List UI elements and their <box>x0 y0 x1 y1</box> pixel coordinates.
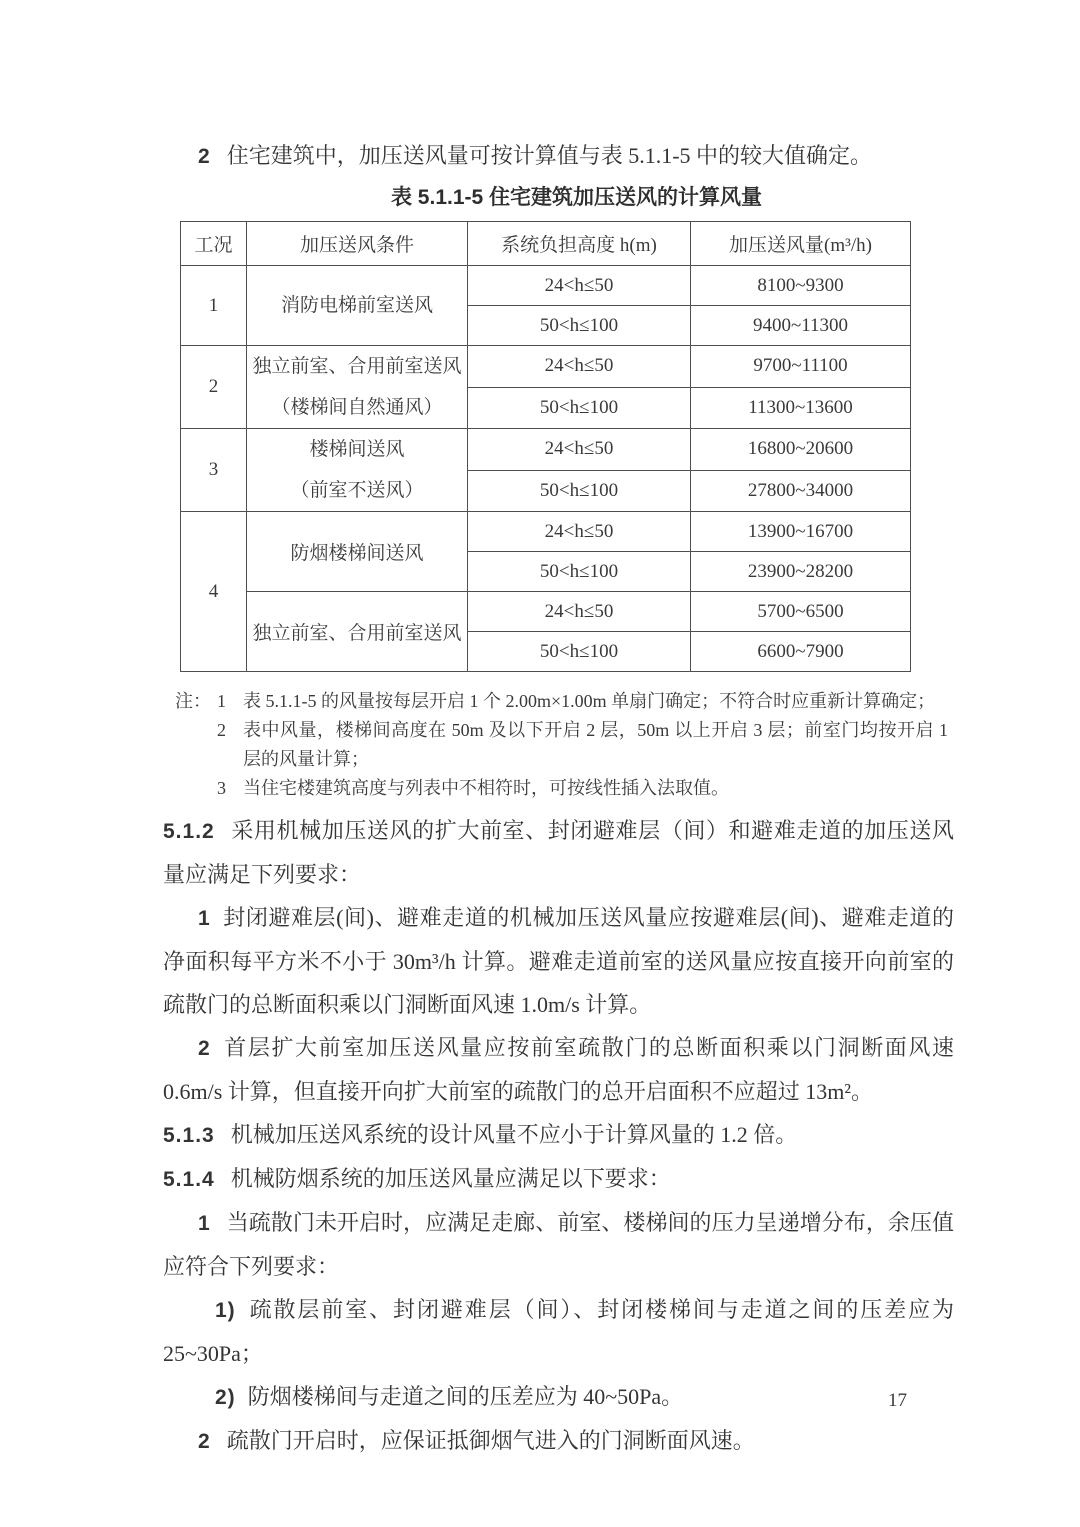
item-number: 2 <box>198 145 211 168</box>
clause-5-1-4 <box>163 1157 954 1201</box>
case-cell: 1 <box>181 266 247 346</box>
volume-cell: 9700~11100 <box>691 346 911 388</box>
table-row <box>181 266 911 306</box>
volume-cell: 6600~7900 <box>691 632 911 672</box>
clause-number: 5.1.2 <box>163 820 215 843</box>
height-cell: 24<h≤50 <box>468 266 691 306</box>
condition-line: （前室不送风） <box>290 480 424 501</box>
clauses-block <box>163 809 954 1463</box>
header-condition: 加压送风条件 <box>247 222 468 266</box>
table-title: 表 5.1.1-5 住宅建筑加压送风的计算风量 <box>390 186 763 209</box>
clause-text: 首层扩大前室加压送风量应按前室疏散门的总断面积乘以门洞断面风速 0.6m/s 计算，但直接开向扩大前室的疏散门的总开启面积不应超过 13m²。 <box>163 1035 954 1104</box>
height-cell: 50<h≤100 <box>468 387 691 429</box>
clause-text: 机械防烟系统的加压送风量应满足以下要求： <box>230 1166 671 1191</box>
clause-5-1-3 <box>163 1113 954 1157</box>
case-cell: 2 <box>181 346 247 429</box>
height-cell: 24<h≤50 <box>468 429 691 471</box>
table-row <box>181 346 911 388</box>
volume-cell: 11300~13600 <box>691 387 911 429</box>
clause-text: 疏散层前室、封闭避难层（间）、封闭楼梯间与走道之间的压差应为 25~30Pa； <box>163 1297 954 1366</box>
notes-label: 注： <box>175 691 211 711</box>
clause-text: 防烟楼梯间与走道之间的压差应为 40~50Pa。 <box>247 1384 684 1409</box>
clause-text: 住宅建筑中，加压送风量可按计算值与表 5.1.1-5 中的较大值确定。 <box>226 143 873 168</box>
condition-line: （楼梯间自然通风） <box>271 397 443 418</box>
volume-cell: 5700~6500 <box>691 592 911 632</box>
note-item <box>175 687 954 716</box>
item-number: 1 <box>198 907 211 930</box>
height-cell: 50<h≤100 <box>468 552 691 592</box>
header-volume: 加压送风量(m³/h) <box>691 222 911 266</box>
clause-5-1-2-item-2 <box>163 1026 954 1113</box>
condition-cell: 独立前室、合用前室送风 <box>247 592 468 672</box>
note-text: 表 5.1.1-5 的风量按每层开启 1 个 2.00m×1.00m 单扇门确定；不符合时应重新计算确定； <box>243 691 936 711</box>
height-cell: 50<h≤100 <box>468 470 691 512</box>
note-item <box>175 774 954 803</box>
condition-line: 楼梯间送风 <box>309 439 405 460</box>
note-text: 表中风量，楼梯间高度在 50m 及以下开启 2 层，50m 以上开启 3 层；前室门均按开启 1 层的风量计算； <box>243 720 948 769</box>
clause-number: 5.1.3 <box>163 1124 215 1147</box>
volume-cell: 13900~16700 <box>691 512 911 552</box>
height-cell: 24<h≤50 <box>468 592 691 632</box>
height-cell: 24<h≤50 <box>468 512 691 552</box>
volume-cell: 16800~20600 <box>691 429 911 471</box>
clause-text: 封闭避难层(间)、避难走道的机械加压送风量应按避难层(间)、避难走道的净面积每平方米不小于 30m³/h 计算。避难走道前室的送风量应按直接开向前室的疏散门的总断面积乘以门洞断面风速 1.0m/s 计算。 <box>163 905 954 1017</box>
clause-5-1-2-item-1 <box>163 896 954 1026</box>
condition-cell <box>247 429 468 512</box>
condition-cell: 防烟楼梯间送风 <box>247 512 468 592</box>
header-height: 系统负担高度 h(m) <box>468 222 691 266</box>
clause-text: 机械加压送风系统的设计风量不应小于计算风量的 1.2 倍。 <box>230 1122 798 1147</box>
clause-5-1-2 <box>163 809 954 896</box>
clause-text: 当疏散门未开启时，应满足走廊、前室、楼梯间的压力呈递增分布，余压值应符合下列要求： <box>163 1210 954 1279</box>
volume-cell: 8100~9300 <box>691 266 911 306</box>
case-cell: 3 <box>181 429 247 512</box>
item-number: 2 <box>198 1037 211 1060</box>
item-number: 2 <box>198 1430 211 1453</box>
table-row <box>181 429 911 471</box>
page-number: 17 <box>888 1390 907 1411</box>
condition-line: 消防电梯前室送风 <box>280 295 433 316</box>
height-cell: 50<h≤100 <box>468 632 691 672</box>
note-number: 2 <box>217 720 226 740</box>
clause-5-1-4-item-1 <box>163 1201 954 1288</box>
clause-5-1-4-item-1-1 <box>163 1288 954 1375</box>
condition-cell <box>247 346 468 429</box>
condition-cell <box>247 266 468 346</box>
clause-5-1-1-item-2 <box>163 134 954 178</box>
clause-5-1-4-item-2 <box>163 1419 954 1463</box>
note-item <box>175 716 954 774</box>
table-5-1-1-5 <box>180 221 911 672</box>
note-number: 1 <box>217 691 226 711</box>
clause-number: 5.1.4 <box>163 1168 215 1191</box>
header-case: 工况 <box>181 222 247 266</box>
table-header-row <box>181 222 911 266</box>
volume-cell: 23900~28200 <box>691 552 911 592</box>
volume-cell: 9400~11300 <box>691 306 911 346</box>
table-row <box>181 512 911 552</box>
note-text: 当住宅楼建筑高度与列表中不相符时，可按线性插入法取值。 <box>243 778 729 798</box>
case-cell: 4 <box>181 512 247 672</box>
condition-line: 独立前室、合用前室送风 <box>252 356 462 377</box>
height-cell: 24<h≤50 <box>468 346 691 388</box>
item-number: 1) <box>215 1299 236 1322</box>
note-number: 3 <box>217 778 226 798</box>
table-notes <box>175 687 954 803</box>
height-cell: 50<h≤100 <box>468 306 691 346</box>
clause-5-1-4-item-1-2 <box>163 1375 954 1419</box>
item-number: 2) <box>215 1386 236 1409</box>
item-number: 1 <box>198 1212 211 1235</box>
volume-cell: 27800~34000 <box>691 470 911 512</box>
clause-text: 疏散门开启时，应保证抵御烟气进入的门洞断面风速。 <box>226 1428 755 1453</box>
clause-text: 采用机械加压送风的扩大前室、封闭避难层（间）和避难走道的加压送风量应满足下列要求： <box>163 818 954 887</box>
table-row <box>181 592 911 632</box>
